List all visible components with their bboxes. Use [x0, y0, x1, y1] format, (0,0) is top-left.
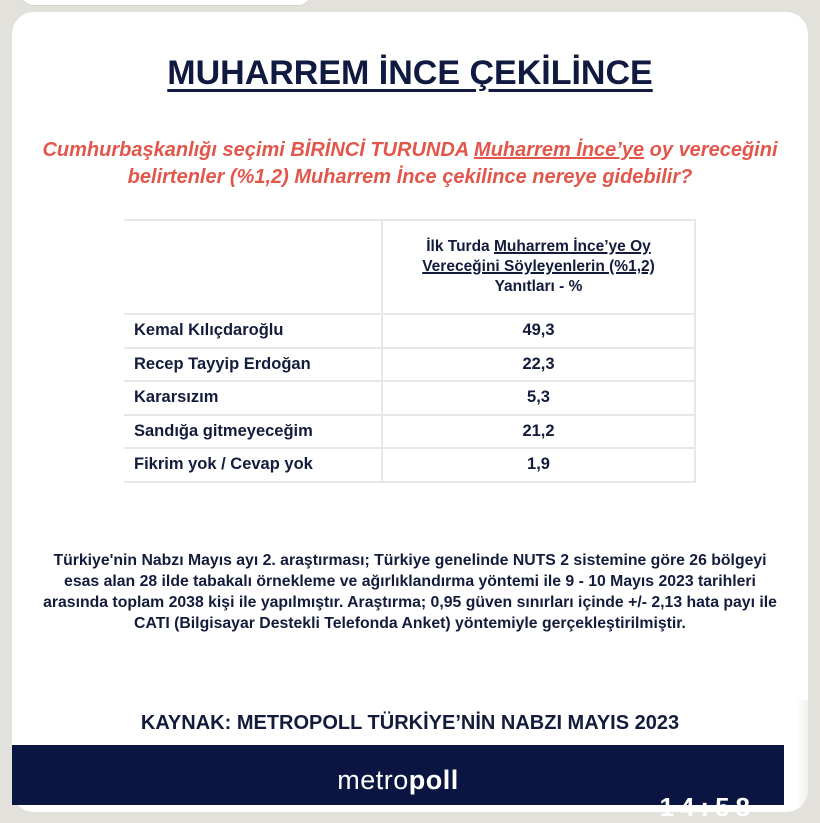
- row-label: Recep Tayyip Erdoğan: [124, 348, 382, 382]
- row-value: 1,9: [382, 448, 695, 482]
- row-value: 5,3: [382, 381, 695, 415]
- table-row: [124, 415, 695, 449]
- table-row: [124, 448, 695, 482]
- header-column-title: İlk Turda Muharrem İnce’ye Oy Vereceğini Söyleyenlerin (%1,2) Yanıtları - %: [382, 220, 695, 314]
- poll-card: [12, 12, 808, 812]
- row-label: Kararsızım: [124, 381, 382, 415]
- results-table: [124, 219, 696, 483]
- table-row: [124, 348, 695, 382]
- row-value: 21,2: [382, 415, 695, 449]
- page-title: MUHARREM İNCE ÇEKİLİNCE: [167, 54, 653, 92]
- row-value: 49,3: [382, 314, 695, 348]
- table-row: [124, 314, 695, 348]
- message-timestamp: 14:58: [659, 792, 756, 822]
- previous-message-edge: [20, 0, 312, 6]
- table-row: [124, 381, 695, 415]
- brand-footer: [12, 745, 784, 822]
- source-line: KAYNAK: METROPOLL TÜRKİYE’NİN NABZI MAYIS 2023: [140, 712, 680, 734]
- row-label: Sandığa gitmeyeceğim: [124, 415, 382, 449]
- header-empty-cell: [124, 220, 382, 314]
- methodology-note: Türkiye'nin Nabzı Mayıs ayı 2. araştırması; Türkiye genelinde NUTS 2 sistemine göre 26 bölgeyi esas alan 28 ilde tabakalı örnekleme ve ağırlıklandırma yöntemi ile 9 - 10 Mayıs 2023 tarihleri arasında toplam 2038 kişi ile yapılmıştır. Araştırma; 0,95 güven sınırları içinde +/- 2,13 hata payı ile CATI (Bilgisayar Destekli Telefonda Anket) yöntemiyle gerçekleştirilmiştir.: [43, 552, 777, 632]
- row-value: 22,3: [382, 348, 695, 382]
- subtitle-question: Cumhurbaşkanlığı seçimi BİRİNCİ TURUNDA Muharrem İnce’ye oy vereceğini belirtenler (%1,2) Muharrem İnce çekilince nereye gidebilir?: [42, 139, 778, 188]
- card-edge-shadow: [796, 700, 820, 805]
- row-label: Fikrim yok / Cevap yok: [124, 448, 382, 482]
- brand-logo: metropoll: [337, 765, 459, 795]
- table-header-row: [124, 220, 695, 314]
- row-label: Kemal Kılıçdaroğlu: [124, 314, 382, 348]
